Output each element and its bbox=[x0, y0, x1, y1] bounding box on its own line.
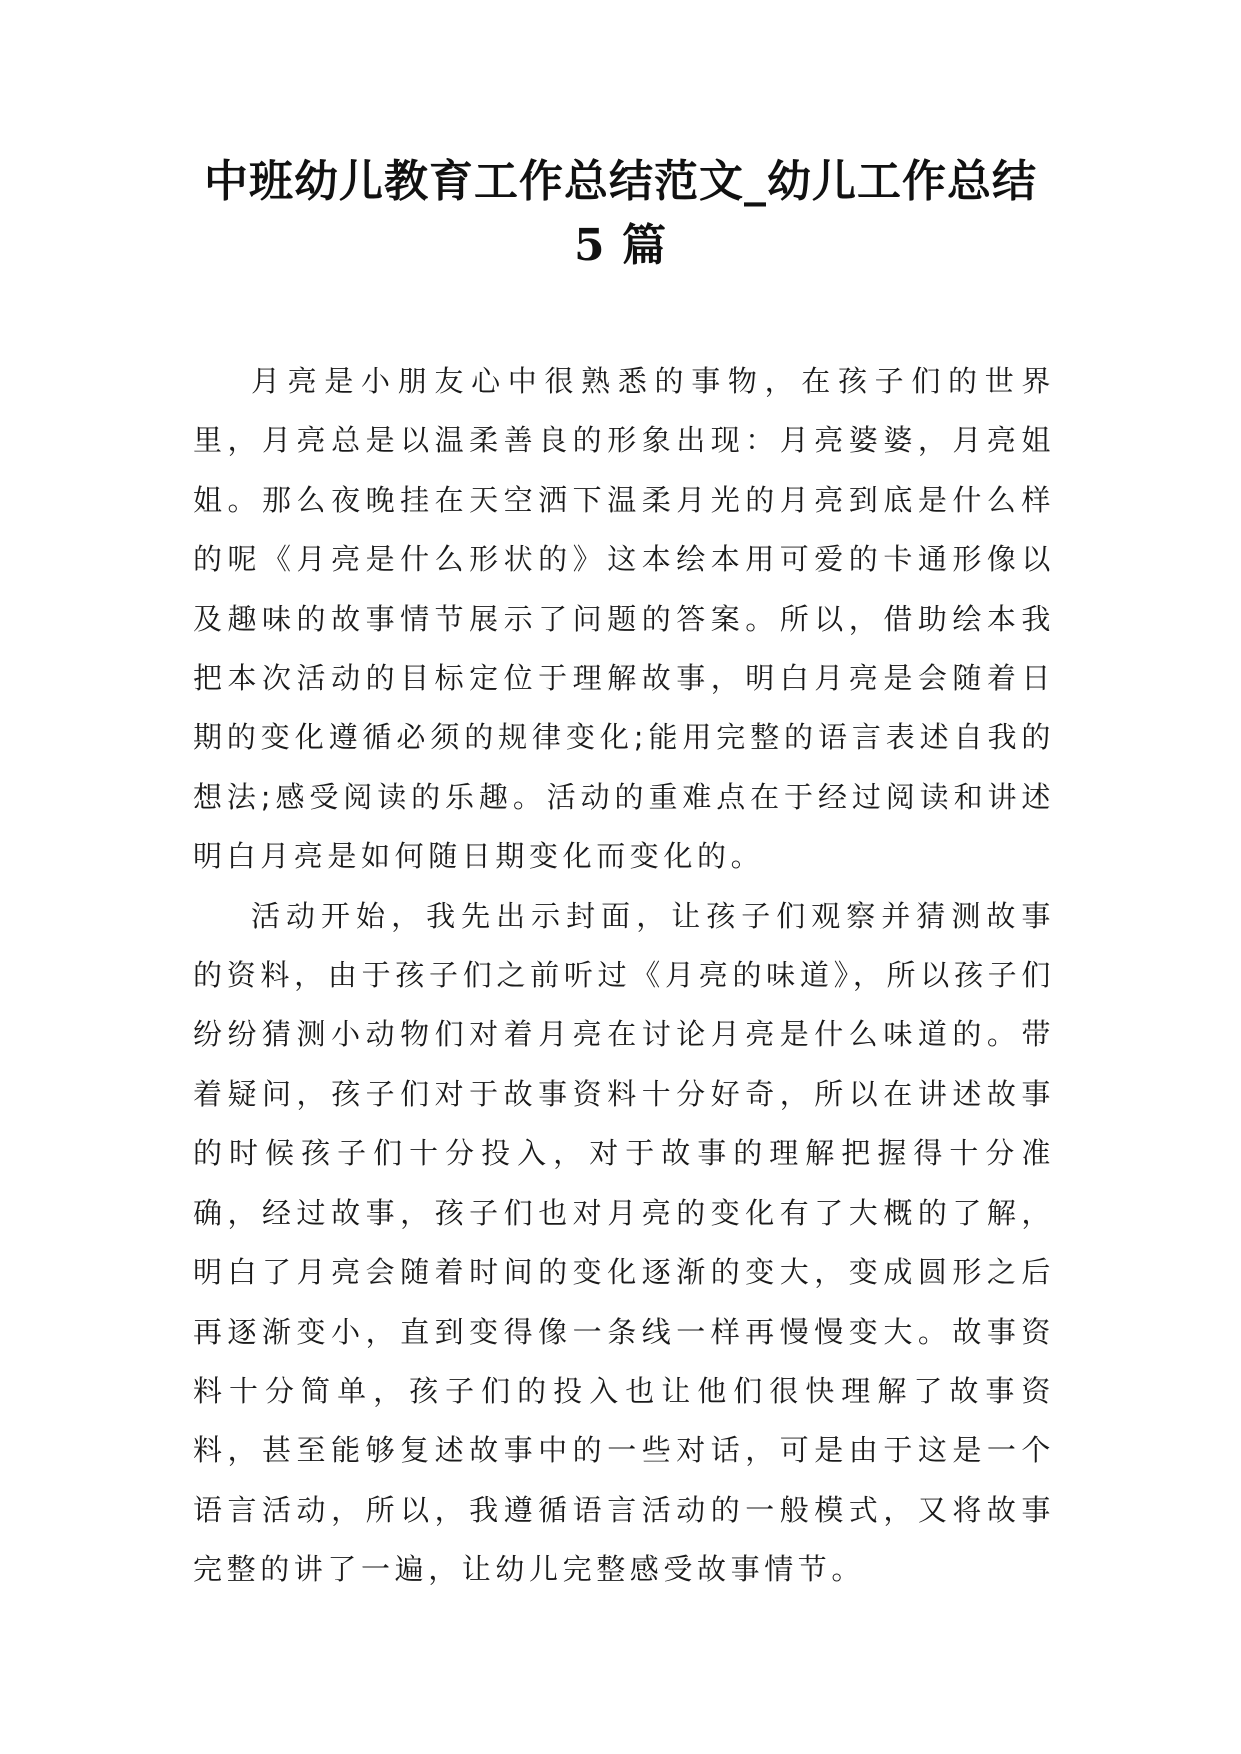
document-body bbox=[193, 352, 1055, 1600]
title-line-1: 中班幼儿教育工作总结范文_幼儿工作总结 bbox=[204, 156, 1037, 207]
paragraph-1: 月亮是小朋友心中很熟悉的事物，在孩子们的世界里，月亮总是以温柔善良的形象出现：月亮婆婆，月亮姐姐。那么夜晚挂在天空洒下温柔月光的月亮到底是什么样的呢《月亮是什么形状的》这本绘本用可爱的卡通形像以及趣味的故事情节展示了问题的答案。所以，借助绘本我把本次活动的目标定位于理解故事，明白月亮是会随着日期的变化遵循必须的规律变化;能用完整的语言表述自我的想法;感受阅读的乐趣。活动的重难点在于经过阅读和讲述明白月亮是如何随日期变化而变化的。 bbox=[193, 364, 1055, 874]
title-line-2: 5 篇 bbox=[574, 220, 667, 271]
document-title bbox=[150, 150, 1091, 278]
paragraph-2: 活动开始，我先出示封面，让孩子们观察并猜测故事的资料，由于孩子们之前听过《月亮的味道》，所以孩子们纷纷猜测小动物们对着月亮在讨论月亮是什么味道的。带着疑问，孩子们对于故事资料十分好奇，所以在讲述故事的时候孩子们十分投入，对于故事的理解把握得十分准确，经过故事，孩子们也对月亮的变化有了大概的了解，明白了月亮会随着时间的变化逐渐的变大，变成圆形之后再逐渐变小，直到变得像一条线一样再慢慢变大。故事资料十分简单，孩子们的投入也让他们很快理解了故事资料，甚至能够复述故事中的一些对话，可是由于这是一个语言活动，所以，我遵循语言活动的一般模式，又将故事完整的讲了一遍，让幼儿完整感受故事情节。 bbox=[193, 898, 1055, 1587]
